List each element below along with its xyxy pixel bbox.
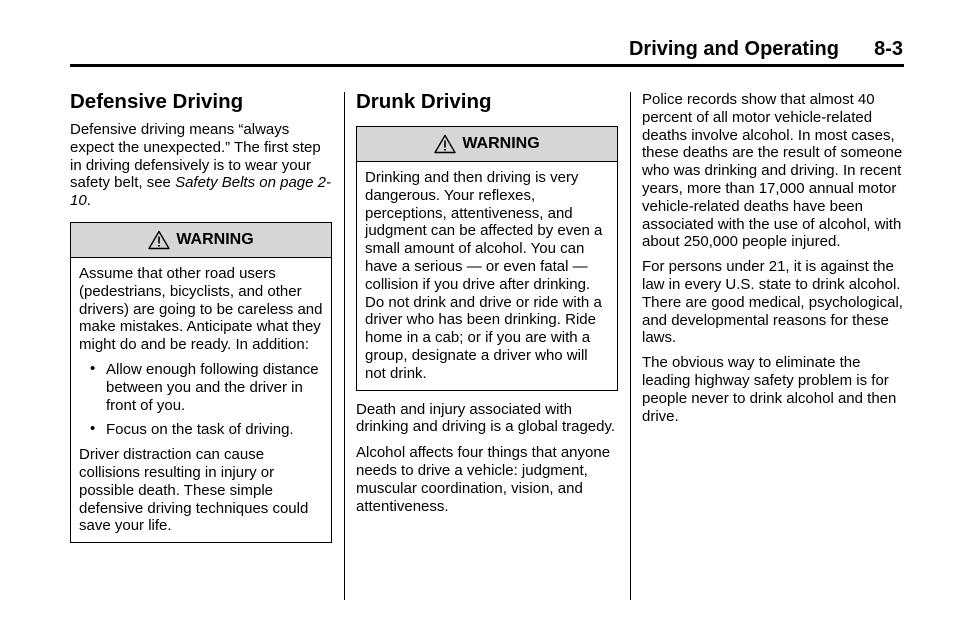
paragraph: Alcohol affects four things that anyone needs to drive a vehicle: judgment, muscular coordination, vision, and attentiveness. bbox=[356, 444, 611, 515]
bullet-icon: • bbox=[90, 359, 96, 377]
warning-body bbox=[357, 162, 617, 390]
list-item bbox=[90, 361, 323, 414]
warning-text: Drinking and then driving is very dangerous. Your reflexes, perceptions, attentiveness, and judgment can be affected by even a small amount of alcohol. You can have a serious — or even fatal — collision if you drive after drinking. Do not drink and drive or ride with a driver who has been drinking. Ride home in a cab; or if you are with a group, designate a driver who will not drink. bbox=[365, 169, 603, 382]
column-divider bbox=[344, 92, 345, 600]
warning-label: WARNING bbox=[176, 231, 254, 249]
defensive-intro bbox=[70, 121, 332, 210]
warning-triangle-icon bbox=[434, 134, 456, 154]
column-defensive-driving bbox=[70, 90, 332, 553]
paragraph: For persons under 21, it is against the law in every U.S. state to drink alcohol. There are good medical, psychological, and developmental reasons for these laws. bbox=[642, 258, 903, 347]
paragraph: Death and injury associated with drinking and driving is a global tragedy. bbox=[356, 400, 616, 436]
warning-bullet-list bbox=[79, 361, 323, 439]
warning-header bbox=[357, 127, 617, 162]
warning-triangle-icon bbox=[148, 230, 170, 250]
warning-body bbox=[71, 258, 331, 542]
column-drunk-driving bbox=[356, 90, 618, 523]
column-statistics bbox=[642, 91, 904, 432]
warning-label: WARNING bbox=[462, 135, 540, 153]
page-header bbox=[70, 38, 904, 64]
list-item-text: Focus on the task of driving. bbox=[106, 421, 294, 439]
warning-box-drunk bbox=[356, 126, 618, 391]
page-number: 8-3 bbox=[874, 38, 903, 60]
warning-text: Driver distraction can cause collisions resulting in injury or possible death. These simple defensive driving techniques could save your life. bbox=[79, 446, 309, 535]
bullet-icon: • bbox=[90, 420, 96, 438]
heading-defensive-driving: Defensive Driving bbox=[70, 90, 244, 113]
paragraph: Police records show that almost 40 percent of all motor vehicle-related deaths involve alcohol. In most cases, these deaths are the result of someone who was drinking and driving. In recent years, more than 17,000 annual motor vehicle-related deaths have been associated with the use of alcohol, with about 250,000 people injured. bbox=[642, 91, 903, 251]
warning-header bbox=[71, 223, 331, 258]
safety-belts-reference: Safety Belts on page 2-10 bbox=[70, 174, 331, 210]
list-item bbox=[90, 421, 323, 439]
warning-box-defensive bbox=[70, 222, 332, 543]
paragraph: The obvious way to eliminate the leading highway safety problem is for people never to drink alcohol and then drive. bbox=[642, 354, 897, 425]
header-rule bbox=[70, 64, 904, 67]
defensive-intro-text: Defensive driving means “always expect the unexpected.” The first step in driving defensively is to wear your safety belt, see bbox=[70, 121, 321, 192]
defensive-intro-end: . bbox=[86, 192, 91, 210]
column-divider bbox=[630, 92, 631, 600]
warning-text: Assume that other road users (pedestrians, bicyclists, and other drivers) are going to be careless and make mistakes. Anticipate what they might do and be ready. In addition: bbox=[79, 264, 323, 354]
section-title: Driving and Operating bbox=[628, 38, 839, 60]
list-item-text: Allow enough following distance between you and the driver in front of you. bbox=[106, 360, 319, 414]
heading-drunk-driving: Drunk Driving bbox=[356, 90, 492, 113]
